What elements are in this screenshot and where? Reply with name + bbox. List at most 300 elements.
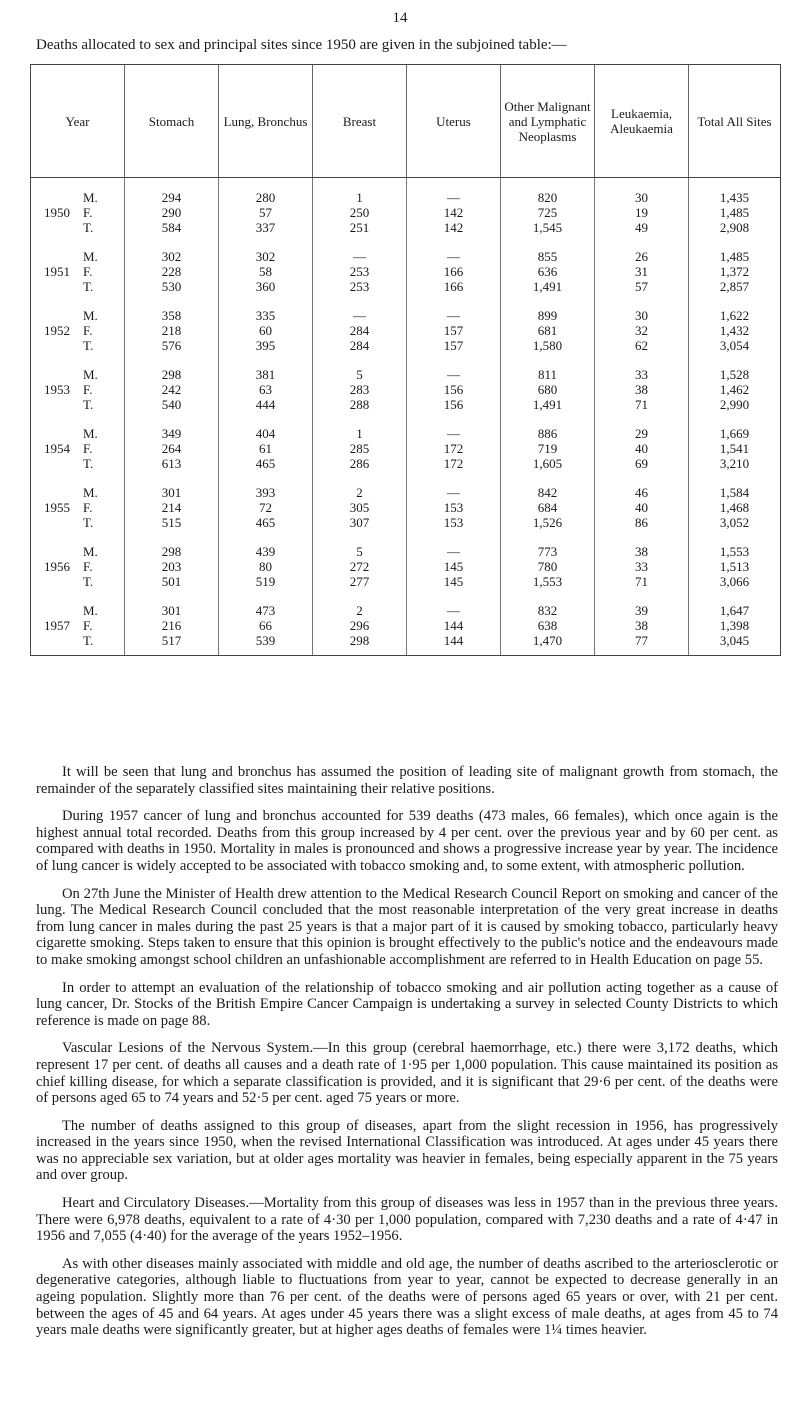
cell-value: 298 bbox=[349, 633, 370, 648]
cell-value: 3,054 bbox=[719, 338, 750, 353]
cell-value: — bbox=[353, 308, 366, 323]
cell-value: 1,647 bbox=[719, 603, 750, 618]
cell-value: 1,435 bbox=[719, 190, 750, 205]
cell-value: 1,528 bbox=[719, 367, 750, 382]
cell-value: 3,066 bbox=[719, 574, 750, 589]
stomach-cell bbox=[125, 360, 219, 419]
uterus-cell bbox=[407, 301, 501, 360]
cell-value: 32 bbox=[635, 323, 648, 338]
other-neoplasms-cell bbox=[501, 419, 595, 478]
cell-value: 153 bbox=[443, 515, 464, 530]
table-row bbox=[31, 478, 781, 537]
sex-labels bbox=[83, 190, 98, 235]
cell-value: 156 bbox=[443, 382, 464, 397]
cell-value: 1,468 bbox=[719, 500, 750, 515]
cell-value: 886 bbox=[537, 426, 558, 441]
cell-value: 349 bbox=[161, 426, 182, 441]
cell-value: — bbox=[447, 426, 460, 441]
cell-value: 272 bbox=[349, 559, 370, 574]
sex-label: F. bbox=[83, 618, 93, 633]
other-neoplasms-cell bbox=[501, 242, 595, 301]
cell-value: 77 bbox=[635, 633, 648, 648]
cell-value: 2 bbox=[356, 485, 363, 500]
deaths-by-site-table bbox=[30, 64, 781, 656]
lung-cell bbox=[219, 301, 313, 360]
cell-value: 286 bbox=[349, 456, 370, 471]
uterus-cell bbox=[407, 419, 501, 478]
table-intro: Deaths allocated to sex and principal sites since 1950 are given in the subjoined table:— bbox=[36, 37, 567, 53]
cell-value: 298 bbox=[161, 367, 182, 382]
sex-label: F. bbox=[83, 441, 93, 456]
cell-value: 404 bbox=[255, 426, 276, 441]
cell-value: 280 bbox=[255, 190, 276, 205]
cell-value: 294 bbox=[161, 190, 182, 205]
cell-value: 203 bbox=[161, 559, 182, 574]
sex-label: M. bbox=[83, 190, 98, 205]
leukaemia-cell bbox=[595, 242, 689, 301]
cell-value: 301 bbox=[161, 603, 182, 618]
cell-value: — bbox=[447, 249, 460, 264]
leukaemia-cell bbox=[595, 478, 689, 537]
total-cell bbox=[689, 301, 781, 360]
cell-value: 337 bbox=[255, 220, 276, 235]
cell-value: 250 bbox=[349, 205, 370, 220]
sex-label: M. bbox=[83, 485, 98, 500]
sex-labels bbox=[83, 603, 98, 648]
table-row bbox=[31, 596, 781, 656]
cell-value: 142 bbox=[443, 205, 464, 220]
cell-value: 253 bbox=[349, 264, 370, 279]
cell-value: 172 bbox=[443, 441, 464, 456]
cell-value: 144 bbox=[443, 618, 464, 633]
year-label: 1954 bbox=[44, 441, 70, 456]
lung-cell bbox=[219, 178, 313, 243]
leukaemia-cell bbox=[595, 178, 689, 243]
breast-cell bbox=[313, 360, 407, 419]
cell-value: 62 bbox=[635, 338, 648, 353]
year-cell bbox=[31, 242, 125, 301]
cell-value: 29 bbox=[635, 426, 648, 441]
cell-value: — bbox=[353, 249, 366, 264]
cell-value: 284 bbox=[349, 323, 370, 338]
page-number: 14 bbox=[392, 10, 408, 26]
cell-value: 519 bbox=[255, 574, 276, 589]
year-label: 1951 bbox=[44, 264, 70, 279]
lung-cell bbox=[219, 537, 313, 596]
cell-value: 49 bbox=[635, 220, 648, 235]
sex-label: F. bbox=[83, 559, 93, 574]
cell-value: 33 bbox=[635, 367, 648, 382]
cell-value: 58 bbox=[259, 264, 272, 279]
uterus-cell bbox=[407, 478, 501, 537]
cell-value: — bbox=[447, 603, 460, 618]
uterus-cell bbox=[407, 537, 501, 596]
stomach-cell bbox=[125, 178, 219, 243]
other-neoplasms-cell bbox=[501, 178, 595, 243]
other-neoplasms-cell bbox=[501, 360, 595, 419]
cell-value: 307 bbox=[349, 515, 370, 530]
cell-value: 290 bbox=[161, 205, 182, 220]
cell-value: 1,580 bbox=[532, 338, 563, 353]
sex-label: F. bbox=[83, 264, 93, 279]
year-label: 1955 bbox=[44, 500, 70, 515]
lung-cell bbox=[219, 419, 313, 478]
cell-value: 1,491 bbox=[532, 279, 563, 294]
year-label: 1952 bbox=[44, 323, 70, 338]
cell-value: 296 bbox=[349, 618, 370, 633]
cell-value: 576 bbox=[161, 338, 182, 353]
sex-label: M. bbox=[83, 367, 98, 382]
cell-value: 335 bbox=[255, 308, 276, 323]
cell-value: 19 bbox=[635, 205, 648, 220]
year-cell bbox=[31, 537, 125, 596]
cell-value: 71 bbox=[635, 574, 648, 589]
paragraph-vascular-lesions: Vascular Lesions of the Nervous System.—In this group (cerebral haemorrhage, etc.) there were 3,172 deaths, which represent 17 per cent. of deaths all causes and a death rate of 1·95 per 1,000 population. This cause maintained its position as chief killing disease, for which a separate classification is provided, and it is significant that 29·6 per cent. of the deaths were of persons aged 65 to 74 years and 52·5 per cent. aged 75 years or more. bbox=[36, 1040, 778, 1107]
sex-label: M. bbox=[83, 249, 98, 264]
cell-value: 636 bbox=[537, 264, 558, 279]
paragraph-air-pollution-survey: In order to attempt an evaluation of the relationship of tobacco smoking and air pollution acting together as a cause of lung cancer, Dr. Stocks of the British Empire Cancer Campaign is undertaking a survey in selected County Districts to which reference is made on page 88. bbox=[36, 979, 778, 1029]
breast-cell bbox=[313, 301, 407, 360]
stomach-cell bbox=[125, 301, 219, 360]
cell-value: 1,622 bbox=[719, 308, 750, 323]
body-text bbox=[36, 764, 778, 1350]
cell-value: — bbox=[447, 367, 460, 382]
sex-label: T. bbox=[83, 338, 94, 353]
cell-value: 439 bbox=[255, 544, 276, 559]
cell-value: 57 bbox=[259, 205, 272, 220]
cell-value: 30 bbox=[635, 190, 648, 205]
other-neoplasms-cell bbox=[501, 537, 595, 596]
sex-label: F. bbox=[83, 205, 93, 220]
cell-value: 3,210 bbox=[719, 456, 750, 471]
cell-value: 86 bbox=[635, 515, 648, 530]
stomach-cell bbox=[125, 242, 219, 301]
total-cell bbox=[689, 178, 781, 243]
year-label: 1953 bbox=[44, 382, 70, 397]
cell-value: 142 bbox=[443, 220, 464, 235]
sex-label: T. bbox=[83, 515, 94, 530]
sex-label: M. bbox=[83, 603, 98, 618]
cell-value: 1,398 bbox=[719, 618, 750, 633]
cell-value: 166 bbox=[443, 264, 464, 279]
header-total: Total All Sites bbox=[689, 65, 781, 178]
cell-value: 501 bbox=[161, 574, 182, 589]
cell-value: 38 bbox=[635, 544, 648, 559]
cell-value: 680 bbox=[537, 382, 558, 397]
cell-value: 46 bbox=[635, 485, 648, 500]
table-row bbox=[31, 419, 781, 478]
header-lung: Lung, Bronchus bbox=[219, 65, 313, 178]
leukaemia-cell bbox=[595, 360, 689, 419]
cell-value: 2,990 bbox=[719, 397, 750, 412]
cell-value: 5 bbox=[356, 367, 363, 382]
sex-labels bbox=[83, 367, 98, 412]
year-cell bbox=[31, 178, 125, 243]
total-cell bbox=[689, 478, 781, 537]
total-cell bbox=[689, 596, 781, 656]
cell-value: 584 bbox=[161, 220, 182, 235]
stomach-cell bbox=[125, 419, 219, 478]
cell-value: 1,541 bbox=[719, 441, 750, 456]
header-uterus: Uterus bbox=[407, 65, 501, 178]
sex-label: T. bbox=[83, 220, 94, 235]
uterus-cell bbox=[407, 360, 501, 419]
cell-value: 684 bbox=[537, 500, 558, 515]
cell-value: 60 bbox=[259, 323, 272, 338]
cell-value: 1,605 bbox=[532, 456, 563, 471]
cell-value: 66 bbox=[259, 618, 272, 633]
cell-value: 216 bbox=[161, 618, 182, 633]
cell-value: 899 bbox=[537, 308, 558, 323]
uterus-cell bbox=[407, 596, 501, 656]
cell-value: 1,584 bbox=[719, 485, 750, 500]
cell-value: 38 bbox=[635, 382, 648, 397]
cell-value: 1,485 bbox=[719, 205, 750, 220]
cell-value: 30 bbox=[635, 308, 648, 323]
table-row bbox=[31, 242, 781, 301]
cell-value: 3,045 bbox=[719, 633, 750, 648]
cell-value: 218 bbox=[161, 323, 182, 338]
cell-value: 80 bbox=[259, 559, 272, 574]
cell-value: 298 bbox=[161, 544, 182, 559]
cell-value: 1 bbox=[356, 426, 363, 441]
year-cell bbox=[31, 360, 125, 419]
cell-value: 71 bbox=[635, 397, 648, 412]
total-cell bbox=[689, 360, 781, 419]
header-stomach: Stomach bbox=[125, 65, 219, 178]
total-cell bbox=[689, 537, 781, 596]
cell-value: 1 bbox=[356, 190, 363, 205]
sex-label: M. bbox=[83, 426, 98, 441]
cell-value: 1,485 bbox=[719, 249, 750, 264]
year-label: 1956 bbox=[44, 559, 70, 574]
cell-value: 251 bbox=[349, 220, 370, 235]
sex-label: M. bbox=[83, 308, 98, 323]
cell-value: 1,491 bbox=[532, 397, 563, 412]
leukaemia-cell bbox=[595, 596, 689, 656]
cell-value: 63 bbox=[259, 382, 272, 397]
table-row bbox=[31, 301, 781, 360]
breast-cell bbox=[313, 419, 407, 478]
cell-value: 465 bbox=[255, 456, 276, 471]
cell-value: 1,545 bbox=[532, 220, 563, 235]
cell-value: 393 bbox=[255, 485, 276, 500]
cell-value: 358 bbox=[161, 308, 182, 323]
cell-value: 3,052 bbox=[719, 515, 750, 530]
table-row bbox=[31, 178, 781, 243]
cell-value: 72 bbox=[259, 500, 272, 515]
cell-value: 145 bbox=[443, 559, 464, 574]
cell-value: 773 bbox=[537, 544, 558, 559]
header-other-neoplasms: Other Malignant and Lymphatic Neoplasms bbox=[501, 65, 595, 178]
lung-cell bbox=[219, 242, 313, 301]
year-cell bbox=[31, 478, 125, 537]
table-header-row bbox=[31, 65, 781, 178]
cell-value: 242 bbox=[161, 382, 182, 397]
cell-value: 638 bbox=[537, 618, 558, 633]
cell-value: 40 bbox=[635, 441, 648, 456]
paragraph-heart-circulatory: Heart and Circulatory Diseases.—Mortality from this group of diseases was less in 1957 than in the previous three years. There were 6,978 deaths, equivalent to a rate of 4·30 per 1,000 population, compared with 7,230 deaths and a rate of 4·47 in 1956 and 7,055 (4·40) for the average of the years 1952–1956. bbox=[36, 1195, 778, 1245]
cell-value: 38 bbox=[635, 618, 648, 633]
cell-value: 264 bbox=[161, 441, 182, 456]
sex-label: F. bbox=[83, 382, 93, 397]
cell-value: 2,908 bbox=[719, 220, 750, 235]
cell-value: 725 bbox=[537, 205, 558, 220]
sex-label: T. bbox=[83, 456, 94, 471]
year-cell bbox=[31, 419, 125, 478]
lung-cell bbox=[219, 478, 313, 537]
sex-label: T. bbox=[83, 633, 94, 648]
paragraph-mrc-report: On 27th June the Minister of Health drew attention to the Medical Research Council Report on smoking and cancer of the lung. The Medical Research Council concluded that the most reasonable interpretation of the very great increase in deaths from lung cancer in males during the past 25 years is that a major part of it is caused by smoking tobacco, particularly heavy cigarette smoking. Steps taken to ensure that this opinion is brought effectively to the public's notice and the endeavours made to make smoking amongst school children an unfashionable accomplishment are referred to in Health Education on page 55. bbox=[36, 885, 778, 968]
cell-value: 301 bbox=[161, 485, 182, 500]
leukaemia-cell bbox=[595, 419, 689, 478]
cell-value: 156 bbox=[443, 397, 464, 412]
breast-cell bbox=[313, 478, 407, 537]
cell-value: 33 bbox=[635, 559, 648, 574]
cell-value: — bbox=[447, 308, 460, 323]
cell-value: 26 bbox=[635, 249, 648, 264]
cell-value: 1,462 bbox=[719, 382, 750, 397]
breast-cell bbox=[313, 178, 407, 243]
cell-value: 2 bbox=[356, 603, 363, 618]
header-leukaemia: Leukaemia, Aleukaemia bbox=[595, 65, 689, 178]
cell-value: 157 bbox=[443, 323, 464, 338]
year-label: 1950 bbox=[44, 205, 70, 220]
cell-value: 31 bbox=[635, 264, 648, 279]
cell-value: 302 bbox=[161, 249, 182, 264]
cell-value: 253 bbox=[349, 279, 370, 294]
cell-value: 277 bbox=[349, 574, 370, 589]
cell-value: 832 bbox=[537, 603, 558, 618]
leukaemia-cell bbox=[595, 537, 689, 596]
sex-label: F. bbox=[83, 323, 93, 338]
cell-value: 1,432 bbox=[719, 323, 750, 338]
other-neoplasms-cell bbox=[501, 478, 595, 537]
lung-cell bbox=[219, 596, 313, 656]
cell-value: 539 bbox=[255, 633, 276, 648]
total-cell bbox=[689, 242, 781, 301]
cell-value: 465 bbox=[255, 515, 276, 530]
cell-value: 1,470 bbox=[532, 633, 563, 648]
cell-value: 57 bbox=[635, 279, 648, 294]
cell-value: 820 bbox=[537, 190, 558, 205]
cell-value: 530 bbox=[161, 279, 182, 294]
cell-value: 288 bbox=[349, 397, 370, 412]
cell-value: 285 bbox=[349, 441, 370, 456]
stomach-cell bbox=[125, 596, 219, 656]
cell-value: 540 bbox=[161, 397, 182, 412]
other-neoplasms-cell bbox=[501, 301, 595, 360]
cell-value: — bbox=[447, 544, 460, 559]
cell-value: — bbox=[447, 485, 460, 500]
sex-label: T. bbox=[83, 397, 94, 412]
cell-value: 842 bbox=[537, 485, 558, 500]
cell-value: 39 bbox=[635, 603, 648, 618]
cell-value: 1,553 bbox=[532, 574, 563, 589]
table-row bbox=[31, 360, 781, 419]
stomach-cell bbox=[125, 478, 219, 537]
cell-value: 61 bbox=[259, 441, 272, 456]
sex-labels bbox=[83, 426, 98, 471]
sex-labels bbox=[83, 485, 98, 530]
cell-value: 613 bbox=[161, 456, 182, 471]
year-cell bbox=[31, 301, 125, 360]
cell-value: 1,669 bbox=[719, 426, 750, 441]
cell-value: 780 bbox=[537, 559, 558, 574]
paragraph-vascular-trend: The number of deaths assigned to this group of diseases, apart from the slight recession in 1956, has progressively increased in the years since 1950, when the revised International Classification was introduced. At ages under 45 years there was no appreciable sex variation, but at older ages mortality was heavier in females, being especially apparent in the 75 years and over group. bbox=[36, 1117, 778, 1184]
cell-value: 69 bbox=[635, 456, 648, 471]
cell-value: 473 bbox=[255, 603, 276, 618]
leukaemia-cell bbox=[595, 301, 689, 360]
cell-value: 1,513 bbox=[719, 559, 750, 574]
cell-value: 153 bbox=[443, 500, 464, 515]
cell-value: 172 bbox=[443, 456, 464, 471]
breast-cell bbox=[313, 242, 407, 301]
cell-value: 2,857 bbox=[719, 279, 750, 294]
sex-label: T. bbox=[83, 574, 94, 589]
paragraph-lung-1957: During 1957 cancer of lung and bronchus accounted for 539 deaths (473 males, 66 females), which once again is the highest annual total recorded. Deaths from this group increased by 4 per cent. over the previous year and by 60 per cent. as compared with deaths in 1950. Mortality in males is pronounced and shows a progressive increase year by year. The incidence of lung cancer is widely accepted to be associated with tobacco smoking and, to some extent, with atmospheric pollution. bbox=[36, 808, 778, 874]
cell-value: 811 bbox=[537, 367, 558, 382]
sex-labels bbox=[83, 544, 98, 589]
cell-value: 166 bbox=[443, 279, 464, 294]
cell-value: 515 bbox=[161, 515, 182, 530]
cell-value: 302 bbox=[255, 249, 276, 264]
cell-value: 395 bbox=[255, 338, 276, 353]
uterus-cell bbox=[407, 242, 501, 301]
cell-value: 284 bbox=[349, 338, 370, 353]
cell-value: 517 bbox=[161, 633, 182, 648]
sex-label: M. bbox=[83, 544, 98, 559]
cell-value: — bbox=[447, 190, 460, 205]
breast-cell bbox=[313, 596, 407, 656]
paragraph-lung-leading-site: It will be seen that lung and bronchus has assumed the position of leading site of malignant growth from stomach, the remainder of the separately classified sites maintaining their relative positions. bbox=[36, 764, 778, 797]
cell-value: 1,526 bbox=[532, 515, 563, 530]
cell-value: 1,372 bbox=[719, 264, 750, 279]
cell-value: 381 bbox=[255, 367, 276, 382]
cell-value: 283 bbox=[349, 382, 370, 397]
cell-value: 855 bbox=[537, 249, 558, 264]
cell-value: 228 bbox=[161, 264, 182, 279]
lung-cell bbox=[219, 360, 313, 419]
cell-value: 444 bbox=[255, 397, 276, 412]
header-breast: Breast bbox=[313, 65, 407, 178]
breast-cell bbox=[313, 537, 407, 596]
header-year: Year bbox=[31, 65, 125, 178]
cell-value: 214 bbox=[161, 500, 182, 515]
year-label: 1957 bbox=[44, 618, 70, 633]
paragraph-arteriosclerotic: As with other diseases mainly associated with middle and old age, the number of deaths ascribed to the arteriosclerotic or degenerative categories, although liable to fluctuations from year to year, cannot be expected to decrease generally in an ageing population. Slightly more than 76 per cent. of the deaths were of persons aged 65 years or over, with 21 per cent. between the ages of 45 and 64 years. At ages under 45 years there was a slight excess of male deaths, at ages from 45 to 74 years male deaths were significantly greater, but at higher ages deaths of females were 1¼ times heavier. bbox=[36, 1255, 778, 1339]
uterus-cell bbox=[407, 178, 501, 243]
cell-value: 145 bbox=[443, 574, 464, 589]
cell-value: 144 bbox=[443, 633, 464, 648]
cell-value: 681 bbox=[537, 323, 558, 338]
cell-value: 305 bbox=[349, 500, 370, 515]
cell-value: 5 bbox=[356, 544, 363, 559]
cell-value: 157 bbox=[443, 338, 464, 353]
sex-labels bbox=[83, 308, 98, 353]
other-neoplasms-cell bbox=[501, 596, 595, 656]
cell-value: 360 bbox=[255, 279, 276, 294]
cell-value: 719 bbox=[537, 441, 558, 456]
stomach-cell bbox=[125, 537, 219, 596]
cell-value: 1,553 bbox=[719, 544, 750, 559]
sex-labels bbox=[83, 249, 98, 294]
total-cell bbox=[689, 419, 781, 478]
cell-value: 40 bbox=[635, 500, 648, 515]
sex-label: T. bbox=[83, 279, 94, 294]
sex-label: F. bbox=[83, 500, 93, 515]
year-cell bbox=[31, 596, 125, 656]
